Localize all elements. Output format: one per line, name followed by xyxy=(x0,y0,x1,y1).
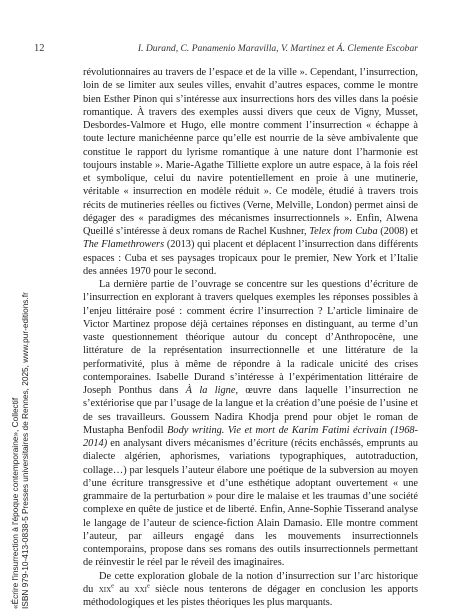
roman-numeral: xxi xyxy=(134,583,147,595)
side-copyright-note xyxy=(10,49,30,609)
page-header xyxy=(34,42,418,56)
superscript: e xyxy=(146,582,150,590)
italic-title: The Flamethrowers xyxy=(83,239,165,251)
text-run: La dernière partie de l’ouvrage se concentre sur les questions d’écriture de l’insurrection en explorant à travers quelques exemples les réponses possibles à l’enjeu littéraire posé : comment écrire l’insurrection ? L’article liminaire de Victor Martinez propose déjà certaines réponses en distinguant, au terme d’un vaste questionnement théorique autour du concept d’Anthropocène, une littérature de la représentation insurrectionnelle et une littérature de la performativité, plus à même de répondre à la radicale unicité des crises contemporaines. Isabelle Durand s’intéresse à l’expérimentation littéraire de Joseph Ponthus dans xyxy=(83,279,418,396)
text-run: au xyxy=(114,583,135,595)
text-run: en analysant divers mécanismes d’écriture (récits enchâssés, emprunts au dialecte algérien, aphorismes, variations typographiques, autotraduction, collage…) par lesquels l’auteur élabore une poétique de la subversion au moyen d’une écriture transgressive et d’une esthétique adoptant ouvertement « une grammaire de la perturbation » pour dire le malaise et les traumas d’une société complexe en quête de justice et de liberté. Enfin, Anne-Sophie Tisserand analyse le langage de l’auteur de science-fiction Alain Damasio. Elle montre comment l’auteur, par ailleurs engagé dans les mouvements insurrectionnels contemporains, propose dans ses romans des outils insurrectionnels permettant de réinvestir le réel par le réveil des imaginaires. xyxy=(83,438,418,569)
italic-title: Telex from Cuba xyxy=(309,226,378,237)
roman-numeral: xix xyxy=(98,583,112,595)
side-note-line-1: «Écrire l'insurrection à l'époque contemporaine», Collectif xyxy=(10,397,20,609)
superscript: e xyxy=(111,582,115,590)
paragraph xyxy=(83,66,418,278)
italic-title: À la ligne xyxy=(185,385,236,396)
text-run: révolutionnaires au travers de l’espace et de la ville ». Cependant, l’insurrection, loin de se limiter aux seules villes, envahit d’autres espaces, comme le montre bien Esther Pinon qui s’intéresse aux insurrections hors des villes dans la poésie romantique. À travers des exemples aussi divers que ceux de Vigny, Musset, Desbordes-Valmore et Hugo, elle montre comment l’insurrection « échappe à toute lecture manichéenne parce qu’elle est nourrie de la sève ambivalente que constitue le rapport du lyrisme romantique à une nature dont l’harmonie est toujours instable ». Marie-Agathe Tilliette explore un autre espace, à la fois réel et symbolique, celui du navire potentiellement en proie à une mutinerie, véritable « insurrection en modèle réduit ». Ce modèle, étudié à travers trois récits de mutineries réelles ou fictives (Verne, Melville, London) permet ainsi de dégager des « paradigmes des mécanismes insurrectionnels ». Enfin, Alwena Queillé s’intéresse à deux romans de Rachel Kushner, xyxy=(83,67,418,237)
side-note-line-2: ISBN 979-10-413-0838-5 Presses universitaires de Rennes, 2025, www.pur-editions.fr xyxy=(20,292,31,609)
page-number: 12 xyxy=(34,43,45,54)
italic-title: Body writing. Vie et mort de Karim Fatimi écrivain (1968-2014) xyxy=(83,424,418,449)
paragraph xyxy=(83,570,418,609)
text-run: , œuvre dans laquelle l’insurrection ne s’extériorise que par l’usage de la langue et la création d’une poésie de l’usine et de ses travailleurs. Goussem Nadira Khodja prend pour objet le roman de Mustapha Benfodil xyxy=(83,385,419,436)
body-text xyxy=(83,66,418,609)
text-run: De cette exploration globale de la notion d’insurrection sur l’arc historique du xyxy=(83,570,418,595)
text-run: (2008) et xyxy=(377,226,418,237)
text-run: (2013) qui placent et déplacent l’insurrection dans différents espaces : Cuba et ses paysages tropicaux pour le premier, New York et l’Italie des années 1970 pour le second. xyxy=(83,239,418,277)
paragraph xyxy=(83,278,418,570)
text-run: siècle nous tenterons de dégager en conclusion les apports méthodologiques et les pistes théoriques les plus marquants. xyxy=(83,583,419,608)
running-head: I. Durand, C. Panamenio Maravilla, V. Martinez et Á. Clemente Escobar xyxy=(137,43,418,54)
